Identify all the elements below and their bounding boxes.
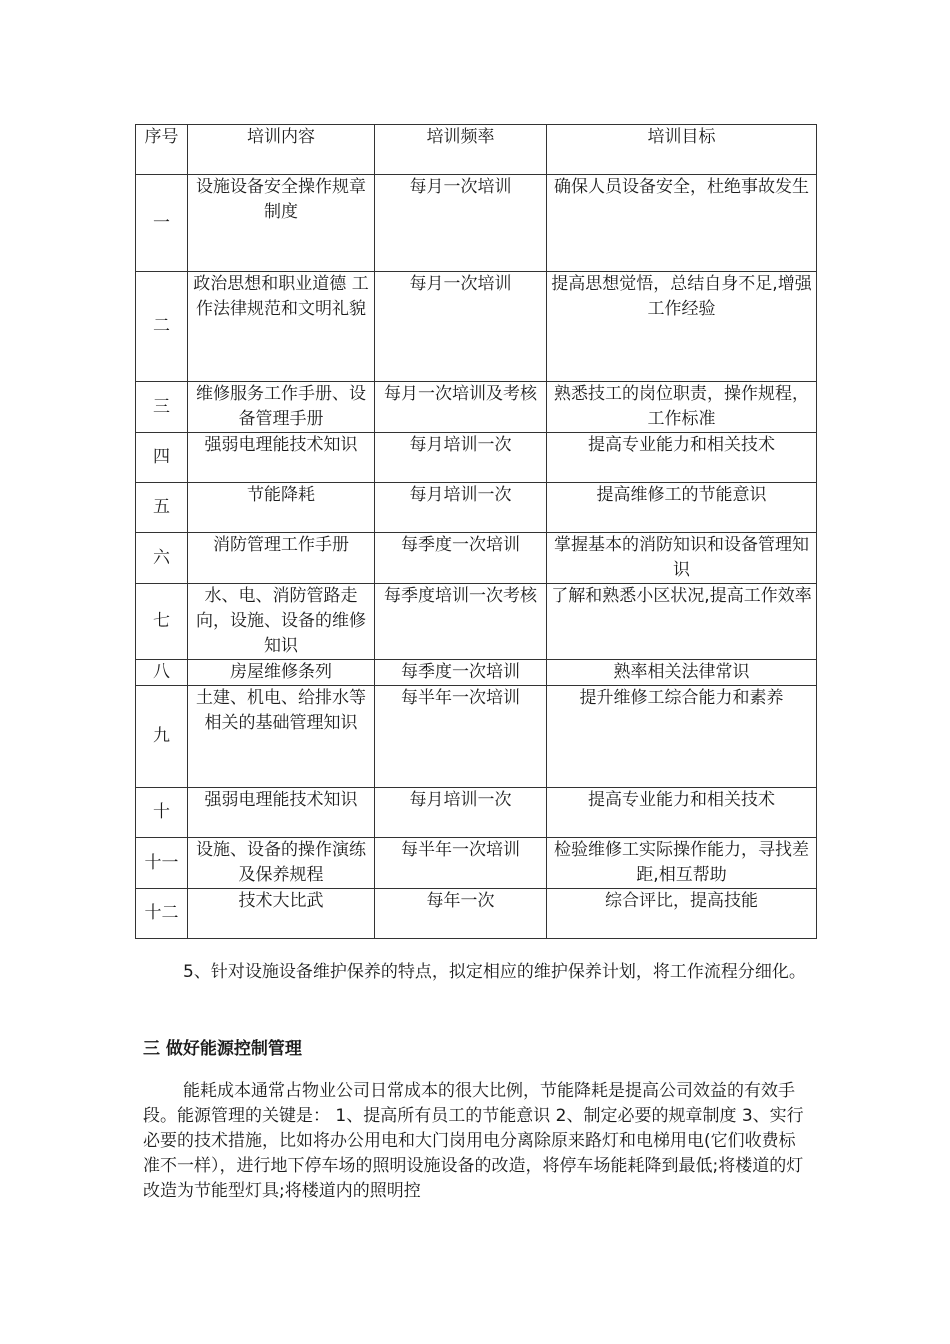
row-goal: 综合评比，提高技能 (547, 889, 817, 939)
row-goal: 提高专业能力和相关技术 (547, 433, 817, 483)
table-row (136, 272, 817, 382)
row-index: 十二 (136, 889, 188, 939)
row-index: 十 (136, 788, 188, 838)
table-row (136, 788, 817, 838)
row-frequency: 每季度一次培训 (375, 660, 547, 686)
row-frequency: 每季度一次培训 (375, 533, 547, 584)
header-index: 序号 (136, 125, 188, 175)
row-index: 二 (136, 272, 188, 382)
table-row (136, 533, 817, 584)
row-goal: 确保人员设备安全，杜绝事故发生 (547, 175, 817, 272)
row-index: 三 (136, 382, 188, 433)
row-frequency: 每月培训一次 (375, 788, 547, 838)
row-content: 土建、机电、给排水等相关的基础管理知识 (188, 686, 375, 788)
row-content: 消防管理工作手册 (188, 533, 375, 584)
row-goal: 提高专业能力和相关技术 (547, 788, 817, 838)
row-content: 设施、设备的操作演练及保养规程 (188, 838, 375, 889)
row-frequency: 每年一次 (375, 889, 547, 939)
header-goal: 培训目标 (547, 125, 817, 175)
row-frequency: 每半年一次培训 (375, 838, 547, 889)
row-frequency: 每月一次培训 (375, 272, 547, 382)
row-goal: 熟悉技工的岗位职责，操作规程，工作标准 (547, 382, 817, 433)
row-frequency: 每半年一次培训 (375, 686, 547, 788)
row-content: 房屋维修条列 (188, 660, 375, 686)
row-index: 七 (136, 584, 188, 660)
row-goal: 提高思想觉悟，总结自身不足,增强工作经验 (547, 272, 817, 382)
row-goal: 了解和熟悉小区状况,提高工作效率 (547, 584, 817, 660)
row-index: 十一 (136, 838, 188, 889)
table-row (136, 889, 817, 939)
row-content: 节能降耗 (188, 483, 375, 533)
row-goal: 检验维修工实际操作能力，寻找差距,相互帮助 (547, 838, 817, 889)
row-frequency: 每季度培训一次考核 (375, 584, 547, 660)
paragraph-item-5: 5、针对设施设备维护保养的特点，拟定相应的维护保养计划，将工作流程分细化。 (183, 962, 806, 982)
row-content: 水、电、消防管路走向，设施、设备的维修知识 (188, 584, 375, 660)
row-index: 一 (136, 175, 188, 272)
table-row (136, 660, 817, 686)
row-frequency: 每月一次培训 (375, 175, 547, 272)
section-heading-energy: 三 做好能源控制管理 (143, 1039, 302, 1059)
table-row (136, 382, 817, 433)
row-content: 维修服务工作手册、设备管理手册 (188, 382, 375, 433)
row-goal: 熟率相关法律常识 (547, 660, 817, 686)
table-header-row (136, 125, 817, 175)
row-goal: 提升维修工综合能力和素养 (547, 686, 817, 788)
row-content: 强弱电理能技术知识 (188, 788, 375, 838)
table-row (136, 584, 817, 660)
row-goal: 提高维修工的节能意识 (547, 483, 817, 533)
table-row (136, 686, 817, 788)
paragraph-energy-management: 能耗成本通常占物业公司日常成本的很大比例，节能降耗是提高公司效益的有效手段。能源管理的关键是： 1、提高所有员工的节能意识 2、制定必要的规章制度 3、实行必要的技术措施，比如将办公用电和大门岗用电分离除原来路灯和电梯用电(它们收费标准不一样），进行地下停车场的照明设施设备的改造，将停车场能耗降到最低;将楼道的灯改造为节能型灯具;将楼道内的照明控 (143, 1081, 804, 1201)
row-index: 五 (136, 483, 188, 533)
row-content: 政治思想和职业道德 工作法律规范和文明礼貌 (188, 272, 375, 382)
header-content: 培训内容 (188, 125, 375, 175)
row-frequency: 每月培训一次 (375, 483, 547, 533)
row-content: 强弱电理能技术知识 (188, 433, 375, 483)
table-row (136, 175, 817, 272)
table-row (136, 433, 817, 483)
training-table (135, 124, 817, 939)
row-goal: 掌握基本的消防知识和设备管理知识 (547, 533, 817, 584)
row-index: 八 (136, 660, 188, 686)
row-index: 六 (136, 533, 188, 584)
row-frequency: 每月一次培训及考核 (375, 382, 547, 433)
row-content: 设施设备安全操作规章制度 (188, 175, 375, 272)
row-frequency: 每月培训一次 (375, 433, 547, 483)
row-index: 四 (136, 433, 188, 483)
table-row (136, 838, 817, 889)
table-row (136, 483, 817, 533)
row-index: 九 (136, 686, 188, 788)
row-content: 技术大比武 (188, 889, 375, 939)
header-frequency: 培训频率 (375, 125, 547, 175)
